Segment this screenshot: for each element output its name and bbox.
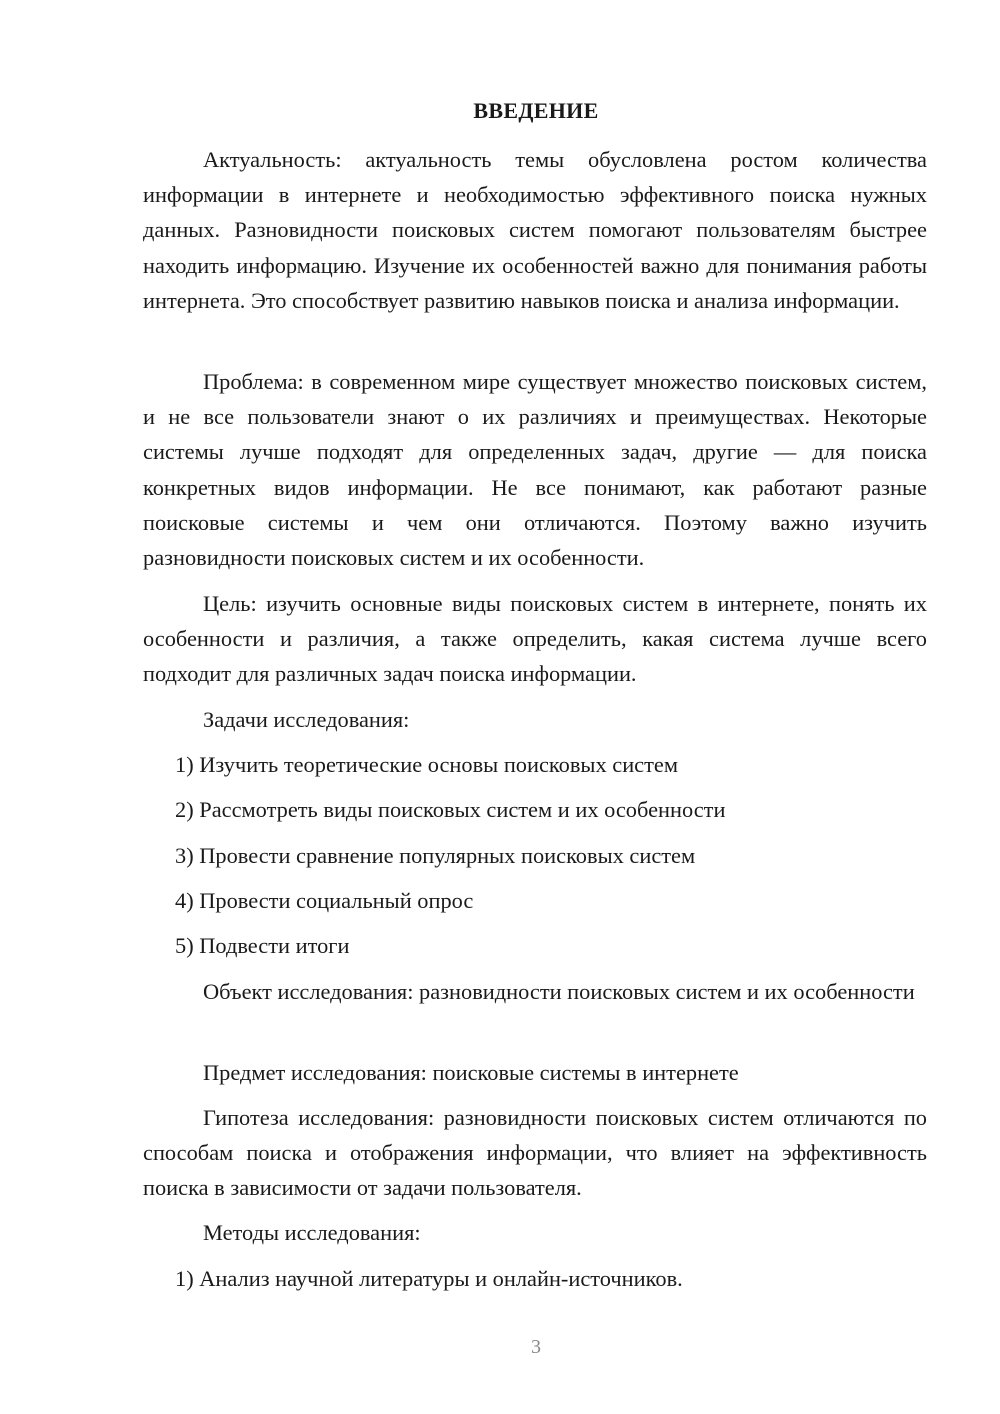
page-number: 3: [531, 1336, 541, 1358]
paragraph-relevance: Актуальность: актуальность темы обусловлена ростом количества информации в интернете и необходимостью эффективного поиска нужных данных. Разновидности поисковых систем помогают пользователям быстрее находить информацию. Изучение их особенностей важно для понимания работы интернета. Это способствует развитию навыков поиска и анализа информации.: [143, 147, 927, 313]
paragraph-object: Объект исследования: разновидности поисковых систем и их особенности: [203, 979, 915, 1004]
task-item-3: 3) Провести сравнение популярных поисковых систем: [175, 843, 696, 868]
task-item-2: 2) Рассмотреть виды поисковых систем и их особенности: [175, 797, 726, 822]
method-item-1: 1) Анализ научной литературы и онлайн-источников.: [175, 1266, 683, 1291]
paragraph-hypothesis: Гипотеза исследования: разновидности поисковых систем отличаются по способам поиска и отображения информации, что влияет на эффективность поиска в зависимости от задачи пользователя.: [143, 1105, 927, 1201]
paragraph-subject: Предмет исследования: поисковые системы в интернете: [203, 1060, 739, 1085]
task-item-5: 5) Подвести итоги: [175, 933, 350, 958]
paragraph-problem: Проблема: в современном мире существует множество поисковых систем, и не все пользователи знают о их различиях и преимуществах. Некоторые системы лучше подходят для определенных задач, другие — для поиска конкретных видов информации. Не все понимают, как работают разные поисковые системы и чем они отличаются. Поэтому важно изучить разновидности поисковых систем и их особенности.: [143, 369, 927, 571]
tasks-heading: Задачи исследования:: [203, 707, 410, 732]
section-title: ВВЕДЕНИЕ: [473, 98, 599, 123]
methods-heading: Методы исследования:: [203, 1220, 421, 1245]
task-item-4: 4) Провести социальный опрос: [175, 888, 474, 913]
task-item-1: 1) Изучить теоретические основы поисковых систем: [175, 752, 679, 777]
paragraph-goal: Цель: изучить основные виды поисковых систем в интернете, понять их особенности и различия, а также определить, какая система лучше всего подходит для различных задач поиска информации.: [143, 591, 927, 687]
